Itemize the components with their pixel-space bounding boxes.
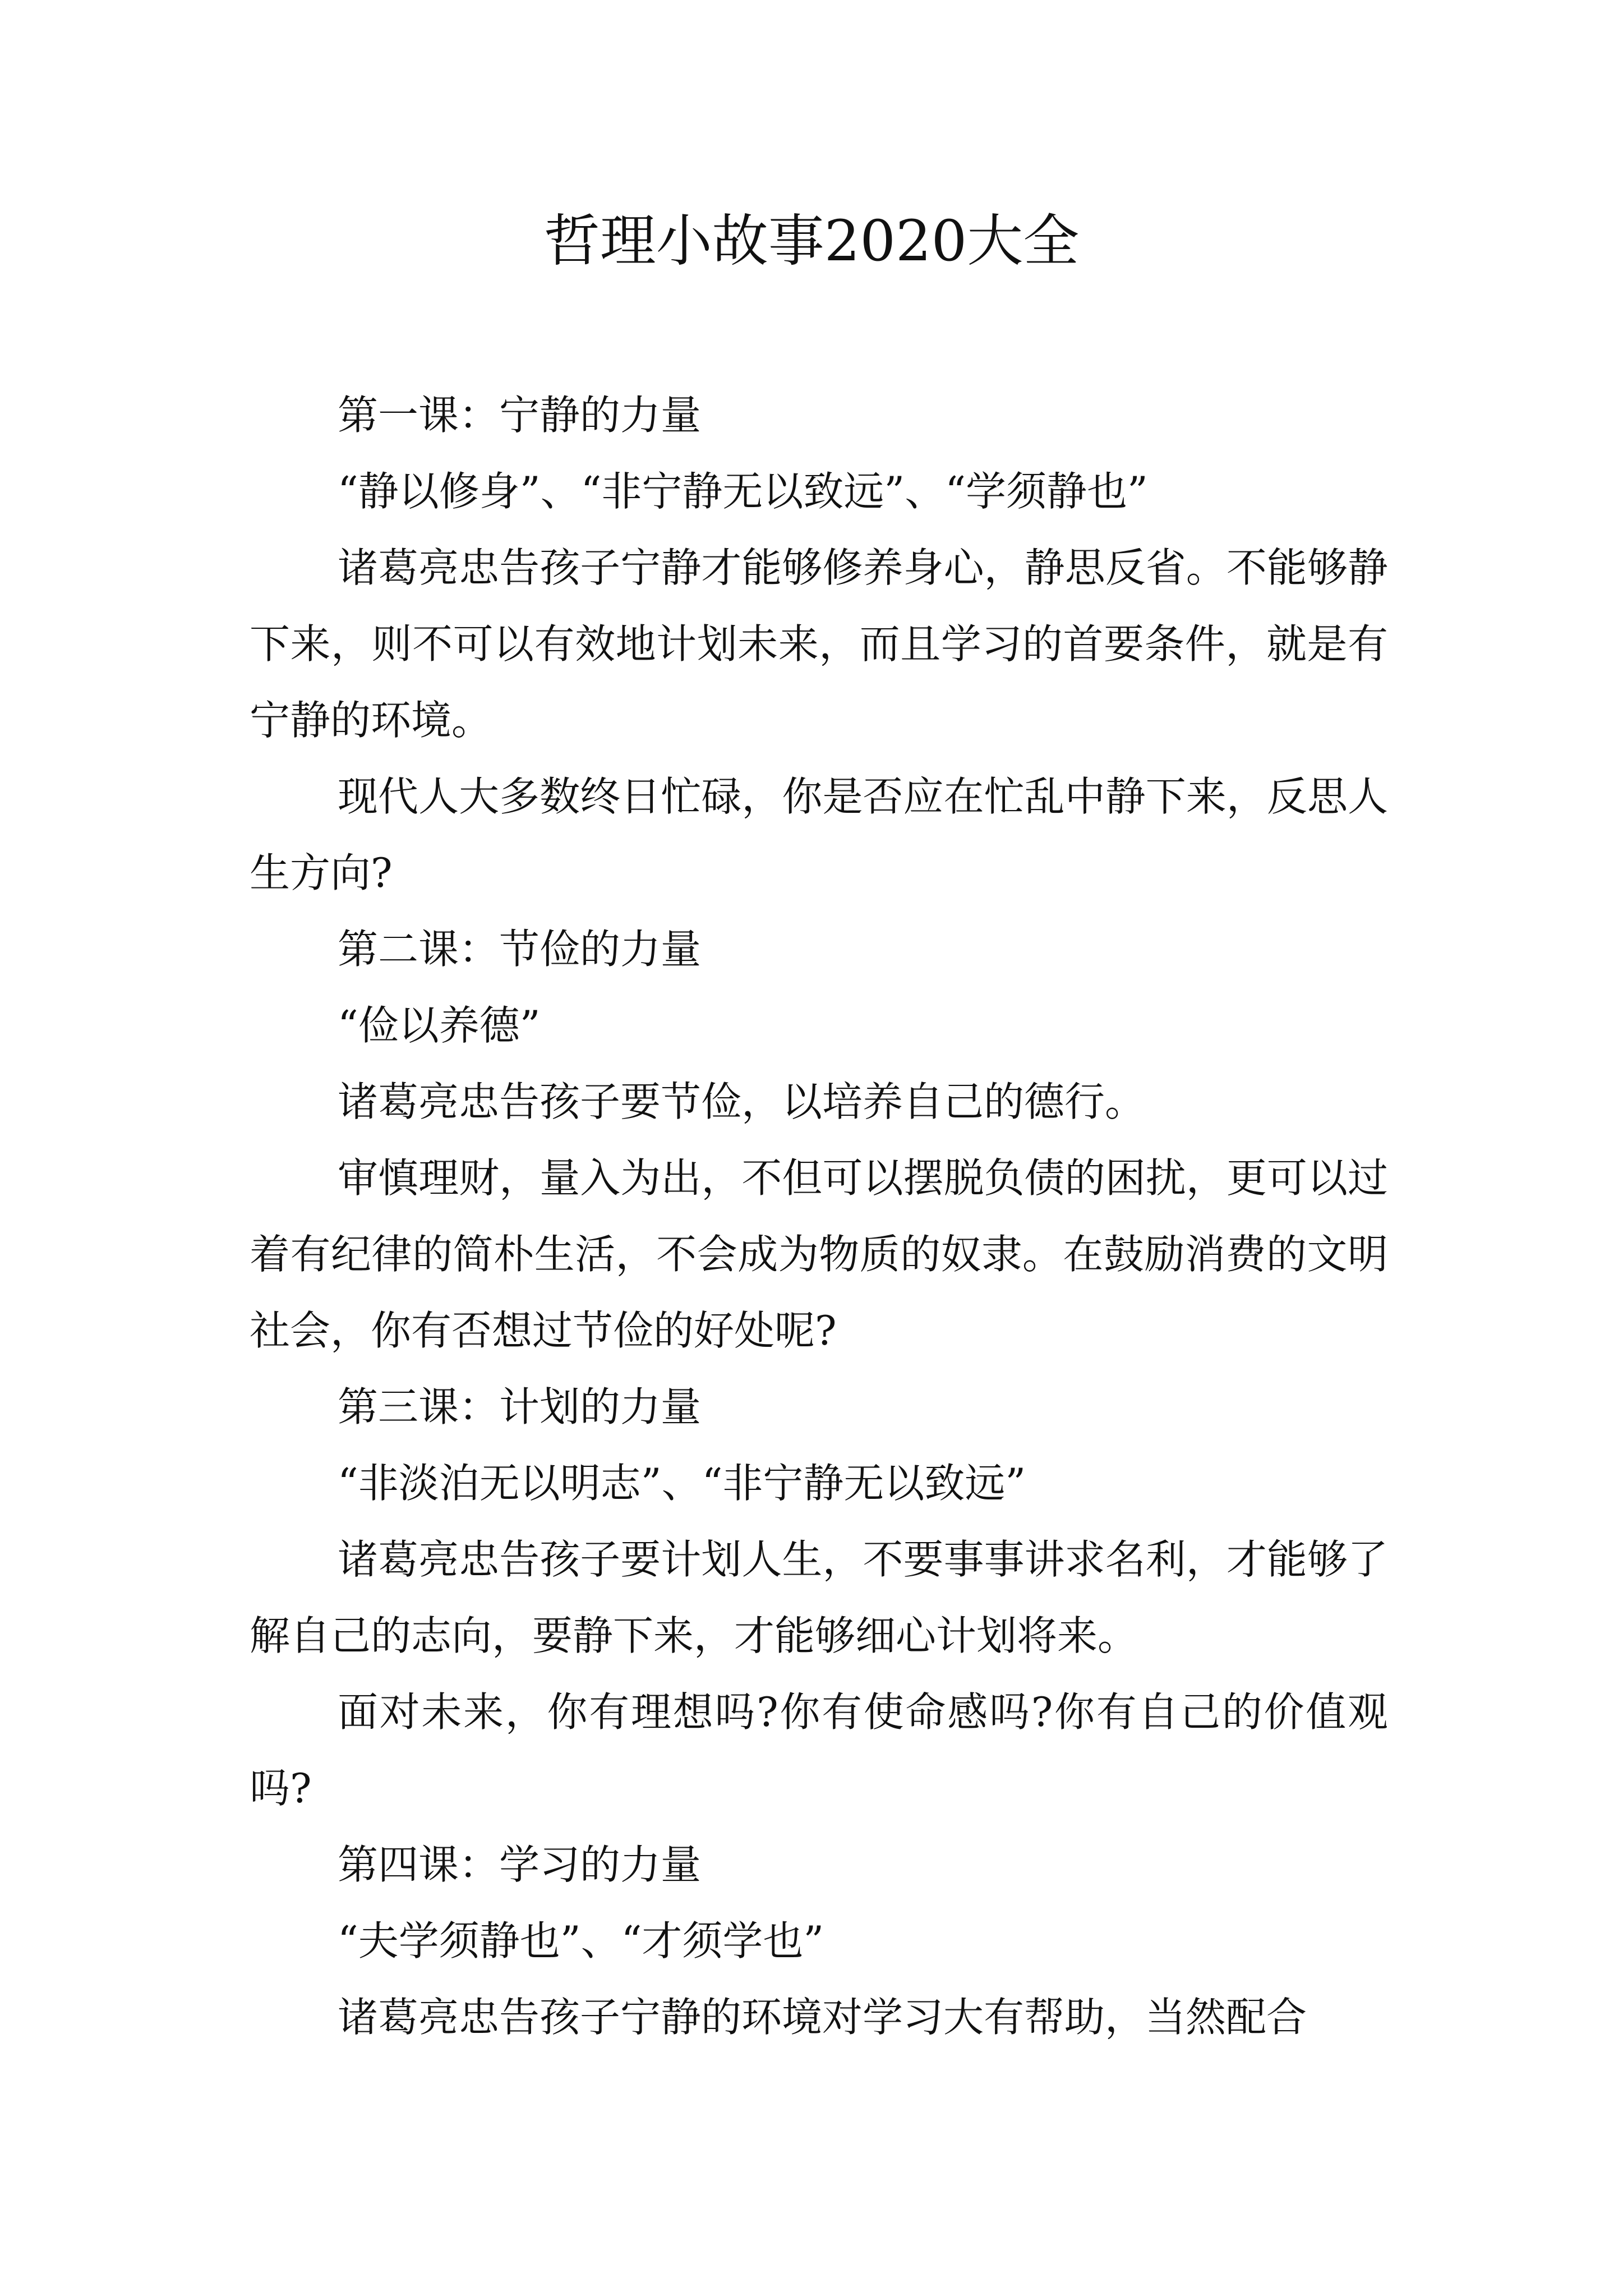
paragraph: 审慎理财，量入为出，不但可以摆脱负债的困扰，更可以过着有纪律的简朴生活，不会成为物质的奴隶。在鼓励消费的文明社会，你有否想过节俭的好处呢? bbox=[250, 1154, 1388, 1354]
paragraph: 诸葛亮忠告孩子宁静才能够修养身心，静思反省。不能够静下来，则不可以有效地计划未来，而且学习的首要条件，就是有宁静的环境。 bbox=[250, 544, 1388, 744]
paragraph: 现代人大多数终日忙碌，你是否应在忙乱中静下来，反思人生方向? bbox=[250, 773, 1388, 896]
quote-3: “非淡泊无以明志”、“非宁静无以致远” bbox=[338, 1460, 1026, 1507]
section-heading-1: 第一课：宁静的力量 bbox=[338, 392, 702, 439]
section-heading-4: 第四课：学习的力量 bbox=[338, 1841, 702, 1888]
section-heading-2: 第二课：节俭的力量 bbox=[338, 926, 702, 973]
section-heading-3: 第三课：计划的力量 bbox=[338, 1383, 702, 1430]
paragraph: 诸葛亮忠告孩子要节俭，以培养自己的德行。 bbox=[338, 1078, 1146, 1125]
quote-4: “夫学须静也”、“才须学也” bbox=[338, 1917, 824, 1964]
paragraph: 诸葛亮忠告孩子宁静的环境对学习大有帮助，当然配合 bbox=[338, 1994, 1307, 2041]
paragraph: 诸葛亮忠告孩子要计划人生，不要事事讲求名利，才能够了解自己的志向，要静下来，才能够细心计划将来。 bbox=[250, 1536, 1388, 1659]
document-title: 哲理小故事2020大全 bbox=[543, 208, 1080, 274]
paragraph: 面对未来，你有理想吗?你有使命感吗?你有自己的价值观吗? bbox=[250, 1688, 1388, 1812]
document-body bbox=[250, 377, 1388, 2055]
quote-1: “静以修身”、“非宁静无以致远”、“学须静也” bbox=[338, 468, 1148, 515]
quote-2: “俭以养德” bbox=[338, 1002, 541, 1049]
